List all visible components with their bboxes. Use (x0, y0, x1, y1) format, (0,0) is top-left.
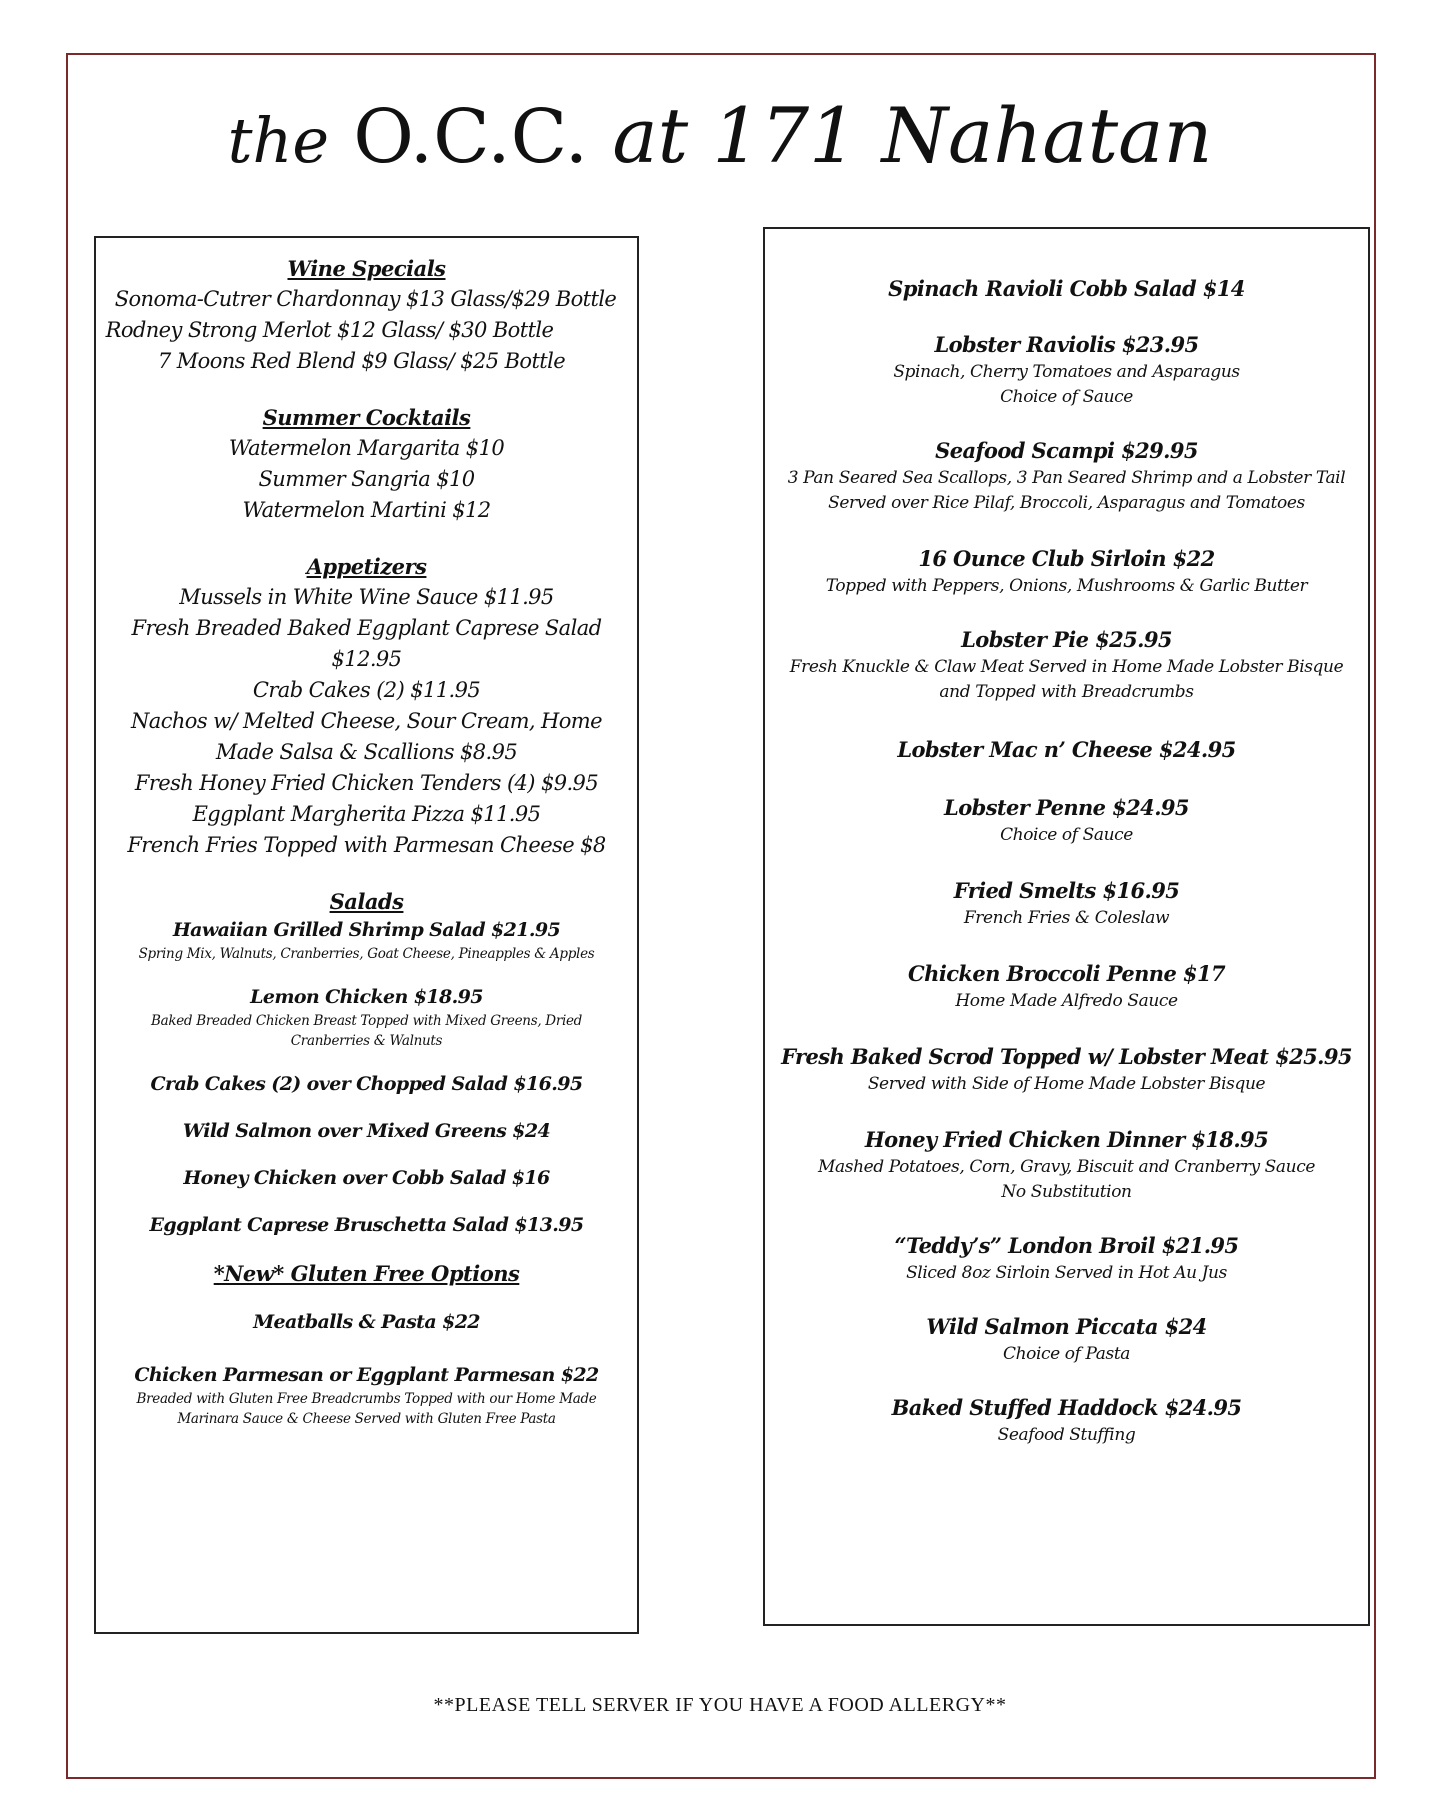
salad-description: Baked Breaded Chicken Breast Topped with Mixed Greens, Dried Cranberries & Walnuts (150, 1013, 583, 1049)
salad-name: Honey Chicken over Cobb Salad $16 (183, 1167, 550, 1189)
wine-specials-heading: Wine Specials (287, 256, 446, 281)
appetizer-item: Eggplant Margherita Pizza $11.95 (192, 802, 541, 826)
entree-item (765, 274, 1368, 304)
appetizer-item: Mussels in White Wine Sauce $11.95 (179, 585, 554, 609)
entree-name: Spinach Ravioli Cobb Salad $14 (888, 276, 1245, 301)
appetizer-item: Nachos w/ Melted Cheese, Sour Cream, Home (131, 709, 602, 733)
entree-name: Lobster Raviolis $23.95 (934, 332, 1199, 357)
entree-item (765, 959, 1368, 1014)
entree-description: Home Made Alfredo Sauce (955, 991, 1178, 1011)
entree-description: Seafood Stuffing (997, 1425, 1136, 1445)
entree-description: Mashed Potatoes, Corn, Gravy, Biscuit and Cranberry Sauce (818, 1157, 1315, 1177)
entree-description: Spinach, Cherry Tomatoes and Asparagus (893, 362, 1240, 382)
entree-item (765, 735, 1368, 765)
entree-item (765, 1125, 1368, 1205)
salad-name: Lemon Chicken $18.95 (250, 986, 483, 1008)
entree-item (765, 436, 1368, 516)
appetizer-item: Made Salsa & Scallions $8.95 (215, 740, 518, 764)
entree-description: Served with Side of Home Made Lobster Bisque (867, 1074, 1266, 1094)
entree-name: Fried Smelts $16.95 (953, 878, 1180, 903)
entree-description: Choice of Sauce (1000, 387, 1133, 407)
entree-name: “Teddy’s” London Broil $21.95 (894, 1233, 1239, 1258)
entree-name: Seafood Scampi $29.95 (935, 438, 1198, 463)
wine-item: Sonoma-Cutrer Chardonnay $13 Glass/$29 Bottle (114, 287, 617, 311)
title-location: at 171 Nahatan (612, 91, 1213, 180)
salads-heading: Salads (329, 889, 404, 914)
entree-name: Lobster Penne $24.95 (944, 795, 1189, 820)
entree-item (765, 330, 1368, 410)
left-menu-panel (94, 236, 639, 1634)
left-menu-content (96, 254, 637, 1429)
salad-name: Wild Salmon over Mixed Greens $24 (182, 1120, 551, 1142)
wine-item: 7 Moons Red Blend $9 Glass/ $25 Bottle (157, 349, 566, 373)
summer-cocktails-heading: Summer Cocktails (262, 405, 471, 430)
appetizer-item: Fresh Breaded Baked Eggplant Caprese Salad (131, 616, 602, 640)
entree-item (765, 544, 1368, 599)
entree-item (765, 1393, 1368, 1448)
entree-description: Choice of Sauce (1000, 825, 1133, 845)
entree-item (765, 625, 1368, 705)
cocktail-item: Watermelon Martini $12 (242, 498, 491, 522)
entree-item (765, 1042, 1368, 1097)
entree-description: No Substitution (1001, 1182, 1132, 1202)
entree-name: 16 Ounce Club Sirloin $22 (918, 546, 1215, 571)
gluten-free-description: Breaded with Gluten Free Breadcrumbs Topped with our Home Made Marinara Sauce & Cheese Served with Gluten Free Pasta (136, 1391, 597, 1427)
entree-item (765, 876, 1368, 931)
entree-description: Fresh Knuckle & Claw Meat Served in Home Made Lobster Bisque (789, 657, 1344, 677)
cocktail-item: Watermelon Margarita $10 (228, 436, 505, 460)
entree-item (765, 1231, 1368, 1286)
entree-name: Chicken Broccoli Penne $17 (908, 961, 1225, 986)
entree-description: Served over Rice Pilaf, Broccoli, Asparagus and Tomatoes (828, 493, 1305, 513)
restaurant-title (0, 86, 1440, 191)
salad-name: Eggplant Caprese Bruschetta Salad $13.95 (149, 1214, 584, 1236)
entree-name: Honey Fried Chicken Dinner $18.95 (864, 1127, 1269, 1152)
entree-description: French Fries & Coleslaw (963, 908, 1170, 928)
entree-name: Fresh Baked Scrod Topped w/ Lobster Meat $25.95 (781, 1044, 1352, 1069)
cocktail-item: Summer Sangria $10 (258, 467, 475, 491)
entree-name: Lobster Pie $25.95 (961, 627, 1172, 652)
title-the: the (227, 104, 330, 177)
gluten-free-name: Meatballs & Pasta $22 (253, 1311, 480, 1333)
entree-description: 3 Pan Seared Sea Scallops, 3 Pan Seared Shrimp and a Lobster Tail (787, 468, 1346, 488)
title-occ: O.C.C. (353, 94, 589, 180)
right-menu-panel (763, 227, 1370, 1626)
appetizer-item: Fresh Honey Fried Chicken Tenders (4) $9.95 (134, 771, 599, 795)
gluten-free-name: Chicken Parmesan or Eggplant Parmesan $22 (134, 1364, 599, 1386)
entree-name: Lobster Mac n’ Cheese $24.95 (897, 737, 1236, 762)
entree-name: Wild Salmon Piccata $24 (926, 1314, 1207, 1339)
wine-item: Rodney Strong Merlot $12 Glass/ $30 Bottle (105, 318, 554, 342)
salad-name: Hawaiian Grilled Shrimp Salad $21.95 (172, 919, 561, 941)
salad-name: Crab Cakes (2) over Chopped Salad $16.95 (150, 1073, 583, 1095)
appetizer-item: $12.95 (331, 647, 402, 671)
entree-description: and Topped with Breadcrumbs (939, 682, 1194, 702)
appetizer-item: French Fries Topped with Parmesan Cheese $8 (127, 833, 606, 857)
entree-description: Topped with Peppers, Onions, Mushrooms & Garlic Butter (825, 576, 1308, 596)
entree-description: Choice of Pasta (1002, 1344, 1131, 1364)
allergy-notice: **PLEASE TELL SERVER IF YOU HAVE A FOOD ALLERGY** (433, 1694, 1007, 1716)
entree-description: Sliced 8oz Sirloin Served in Hot Au Jus (906, 1263, 1227, 1283)
entree-name: Baked Stuffed Haddock $24.95 (891, 1395, 1242, 1420)
entree-item (765, 1312, 1368, 1367)
entree-item (765, 793, 1368, 848)
salad-description: Spring Mix, Walnuts, Cranberries, Goat Cheese, Pineapples & Apples (138, 946, 595, 962)
appetizer-item: Crab Cakes (2) $11.95 (252, 678, 481, 702)
appetizers-heading: Appetizers (306, 554, 427, 579)
entrees-list (765, 274, 1368, 1448)
gluten-free-heading: *New* Gluten Free Options (213, 1261, 520, 1286)
